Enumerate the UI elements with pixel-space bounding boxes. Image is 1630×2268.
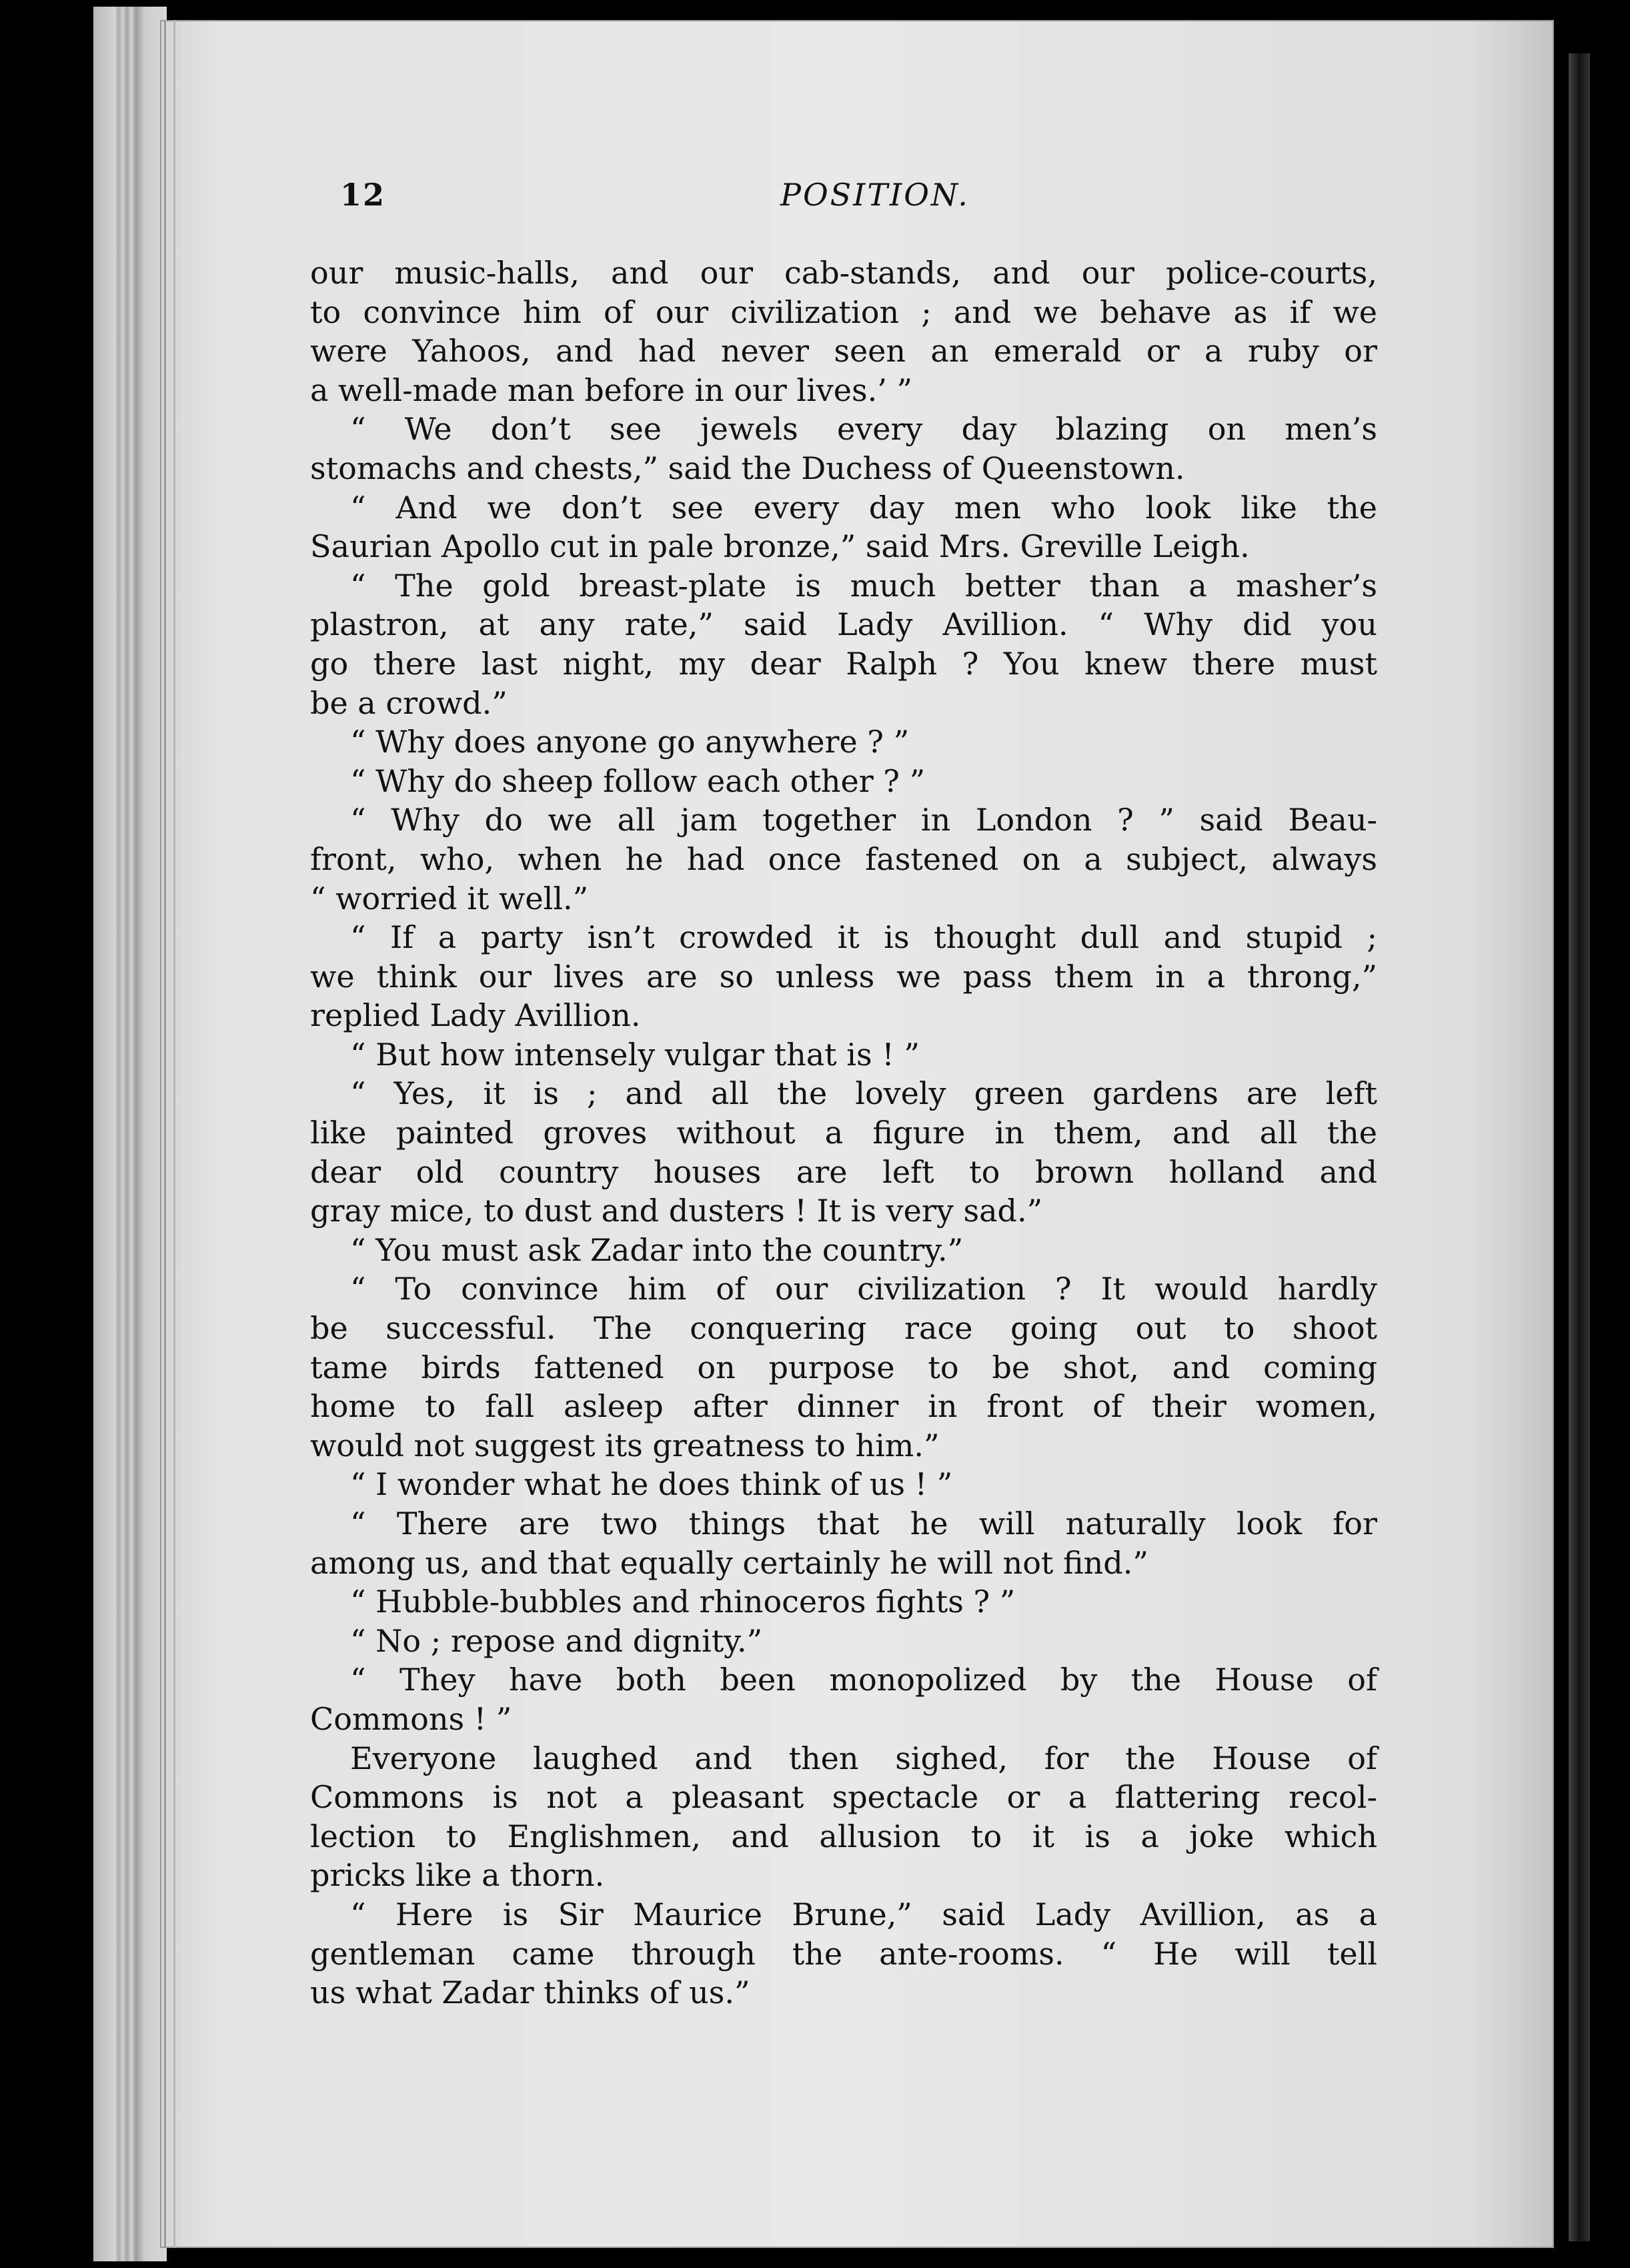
text-line: “ But how intensely vulgar that is ! ”	[350, 1036, 920, 1073]
text-line: be successful. The conquering race going out to shoot	[310, 1310, 1377, 1347]
text-line: among us, and that equally certainly he will not find.”	[310, 1544, 1148, 1581]
text-line: Saurian Apollo cut in pale bronze,” said Mrs. Greville Leigh.	[310, 528, 1250, 565]
text-line: “ You must ask Zadar into the country.”	[350, 1231, 964, 1268]
text-line: to convince him of our civilization ; and we behave as if we	[310, 294, 1377, 330]
binding-gutter	[1569, 53, 1590, 2241]
text-line: were Yahoos, and had never seen an emerald or a ruby or	[310, 333, 1377, 370]
text-line: “ And we don’t see every day men who look like the	[350, 489, 1377, 526]
text-line: “ They have both been monopolized by the House of	[350, 1662, 1377, 1698]
text-line: a well-made man before in our lives.’ ”	[310, 372, 912, 408]
page-header	[340, 177, 1374, 223]
text-line: lection to Englishmen, and allusion to it is a joke which	[310, 1818, 1377, 1854]
text-line: Commons is not a pleasant spectacle or a flattering recol-	[310, 1779, 1377, 1816]
text-line: “ The gold breast-plate is much better than a masher’s	[350, 567, 1377, 604]
text-line: “ Hubble-bubbles and rhinoceros fights ? ”	[350, 1584, 1016, 1620]
page-stack-edge	[93, 7, 167, 2261]
text-line: “ No ; repose and dignity.”	[350, 1622, 763, 1659]
text-line: would not suggest its greatness to him.”	[310, 1427, 940, 1464]
text-line: we think our lives are so unless we pass them in a throng,”	[310, 958, 1377, 995]
text-line: Commons ! ”	[310, 1700, 512, 1737]
text-line: plastron, at any rate,” said Lady Avillion. “ Why did you	[310, 606, 1377, 643]
text-line: dear old country houses are left to brown holland and	[310, 1153, 1377, 1190]
text-line: “ Why does anyone go anywhere ? ”	[350, 724, 910, 760]
text-line: “ If a party isn’t crowded it is thought dull and stupid ;	[350, 919, 1377, 956]
text-line: stomachs and chests,” said the Duchess of Queenstown.	[310, 450, 1185, 486]
text-line: our music-halls, and our cab-stands, and our police-courts,	[310, 255, 1377, 291]
text-line: like painted groves without a figure in them, and all the	[310, 1115, 1377, 1151]
text-line: “ Yes, it is ; and all the lovely green gardens are left	[350, 1075, 1377, 1112]
text-line: go there last night, my dear Ralph ? You knew there must	[310, 645, 1377, 682]
text-line: “ There are two things that he will naturally look for	[350, 1506, 1377, 1542]
page-number: 12	[340, 177, 386, 213]
text-line: Everyone laughed and then sighed, for the House of	[350, 1740, 1377, 1776]
text-line: front, who, when he had once fastened on a subject, always	[310, 840, 1377, 877]
running-title: POSITION.	[780, 177, 970, 213]
page-edge-line	[173, 20, 175, 2248]
page-edge-line	[164, 20, 166, 2248]
text-line: gray mice, to dust and dusters ! It is very sad.”	[310, 1193, 1043, 1229]
text-line: replied Lady Avillion.	[310, 997, 641, 1034]
text-line: “ Here is Sir Maurice Brune,” said Lady Avillion, as a	[350, 1896, 1377, 1932]
text-line: “ To convince him of our civilization ? It would hardly	[350, 1271, 1377, 1307]
text-line: “ worried it well.”	[310, 880, 589, 917]
text-line: “ Why do sheep follow each other ? ”	[350, 762, 926, 799]
text-line: home to fall asleep after dinner in front of their women,	[310, 1388, 1377, 1425]
text-line: pricks like a thorn.	[310, 1857, 605, 1894]
text-line: “ I wonder what he does think of us ! ”	[350, 1466, 953, 1503]
text-line: tame birds fattened on purpose to be shot, and coming	[310, 1349, 1377, 1385]
body-text	[310, 253, 1377, 2013]
text-line: “ Why do we all jam together in London ? ” said Beau-	[350, 802, 1377, 838]
text-line: “ We don’t see jewels every day blazing on men’s	[350, 411, 1377, 448]
text-line: gentleman came through the ante-rooms. “ He will tell	[310, 1935, 1377, 1972]
text-line: us what Zadar thinks of us.”	[310, 1974, 750, 2011]
text-line: be a crowd.”	[310, 684, 508, 721]
